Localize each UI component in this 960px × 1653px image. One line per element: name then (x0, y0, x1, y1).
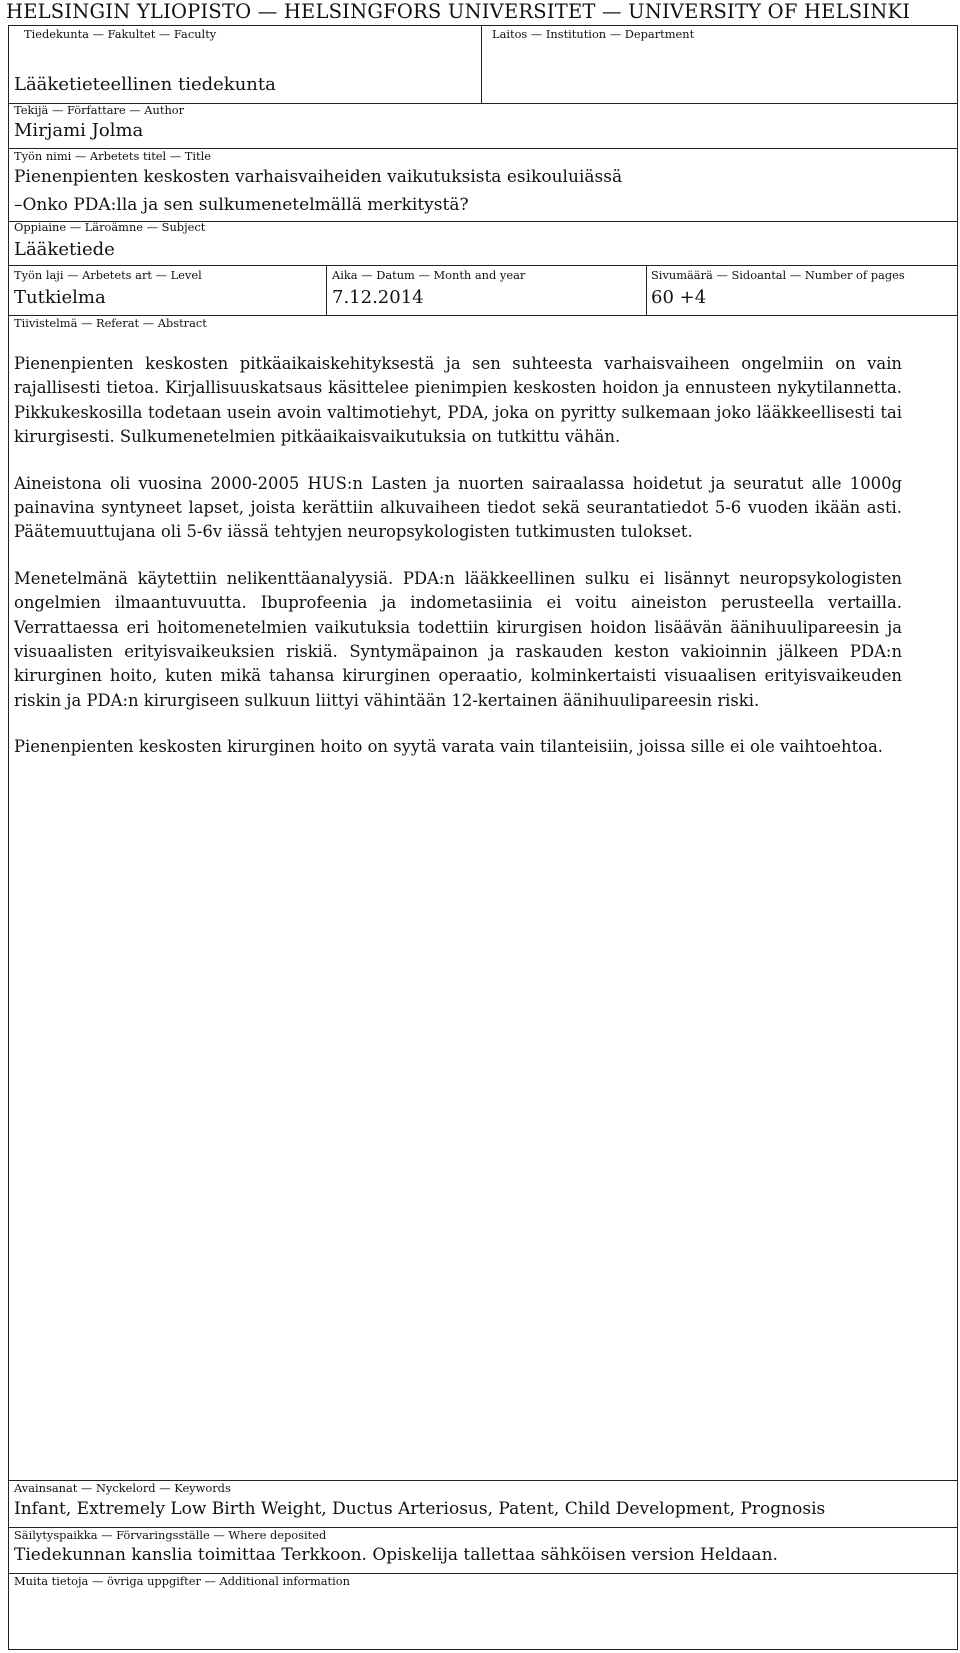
abstract-body (14, 352, 902, 782)
level-label: Työn laji — Arbetets art — Level (14, 268, 202, 282)
title-line-2: –Onko PDA:lla ja sen sulkumenetelmällä merkitystä? (14, 195, 469, 215)
department-label: Laitos — Institution — Department (492, 27, 695, 41)
date-label: Aika — Datum — Month and year (332, 268, 526, 282)
deposited-value: Tiedekunnan kanslia toimittaa Terkkoon. Opiskelija tallettaa sähköisen version Heldaan. (14, 1545, 778, 1565)
deposited-label: Säilytyspaikka — Förvaringsställe — Where deposited (14, 1528, 327, 1542)
divider-faculty-department (481, 25, 482, 103)
level-value: Tutkielma (14, 287, 106, 308)
abstract-paragraph-3: Menetelmänä käytettiin nelikenttäanalyysiä. PDA:n lääkkeellinen sulku ei lisännyt neuropsykologisten ongelmien ilmaantuvuutta. Ibuprofeenia ja indometasiinia ei voitu aineiston perusteella vertailla. Verrattaessa eri hoitomenetelmien vaikutuksia todettiin kirurgisen hoidon lisäävän äänihuulipareesin ja visuaalisten erityisvaikeuksien riskiä. Syntymäpainon ja raskauden keston vakioinnin jälkeen PDA:n kirurginen hoito, kuten mikä tahansa kirurginen operaatio, kolminkertaisti visuaalisen erityisvaikeuden riskin ja PDA:n kirurgiseen sulkuun liittyi vähintään 12-kertainen äänihuulipareesin riski. (14, 568, 902, 710)
additional-label: Muita tietoja — övriga uppgifter — Additional information (14, 1574, 350, 1588)
divider-level-date (326, 265, 327, 315)
divider-date-pages (646, 265, 647, 315)
pages-label: Sivumäärä — Sidoantal — Number of pages (651, 268, 905, 282)
author-value: Mirjami Jolma (14, 120, 144, 141)
abstract-paragraph-4: Pienenpienten keskosten kirurginen hoito on syytä varata vain tilanteisiin, joissa sille ei ole vaihtoehtoa. (14, 737, 883, 757)
title-line-1: Pienenpienten keskosten varhaisvaiheiden vaikutuksista esikouluiässä (14, 167, 623, 187)
keywords-label: Avainsanat — Nyckelord — Keywords (14, 1481, 231, 1495)
keywords-value: Infant, Extremely Low Birth Weight, Ductus Arteriosus, Patent, Child Development, Prognosis (14, 1499, 826, 1519)
date-value: 7.12.2014 (332, 287, 424, 308)
faculty-value: Lääketieteellinen tiedekunta (14, 74, 276, 95)
abstract-paragraph-1: Pienenpienten keskosten pitkäaikaiskehityksestä ja sen suhteesta varhaisvaiheen ongelmiin on vain rajallisesti tietoa. Kirjallisuuskatsaus käsittelee pienimpien keskosten hoidon ja ennusteen nykytilannetta. Pikkukeskosilla todetaan usein avoin valtimotiehyt, PDA, joka on pyritty sulkemaan joko lääkkeellisesti tai kirurgisesti. Sulkumenetelmien pitkäaikaisvaikutuksia on tutkittu vähän. (14, 354, 902, 447)
divider-level-top (8, 265, 958, 266)
subject-label: Oppiaine — Läroämne — Subject (14, 220, 206, 234)
university-header: HELSINGIN YLIOPISTO — HELSINGFORS UNIVERSITET — UNIVERSITY OF HELSINKI (6, 0, 911, 23)
pages-value: 60 +4 (651, 287, 707, 308)
abstract-label: Tiivistelmä — Referat — Abstract (14, 316, 207, 330)
author-label: Tekijä — Författare — Author (14, 103, 185, 117)
faculty-label: Tiedekunta — Fakultet — Faculty (24, 27, 217, 41)
abstract-paragraph-2: Aineistona oli vuosina 2000-2005 HUS:n Lasten ja nuorten sairaalassa hoidetut ja seuratut alle 1000g painavina syntyneet lapset, joista kerättiin alkuvaiheen tiedot sekä seurantatiedot 5-6 vuoden ikään asti. Päätemuuttujana oli 5-6v iässä tehtyjen neuropsykologisten tutkimusten tulokset. (14, 473, 902, 542)
subject-value: Lääketiede (14, 239, 115, 260)
title-label: Työn nimi — Arbetets titel — Title (14, 149, 211, 163)
